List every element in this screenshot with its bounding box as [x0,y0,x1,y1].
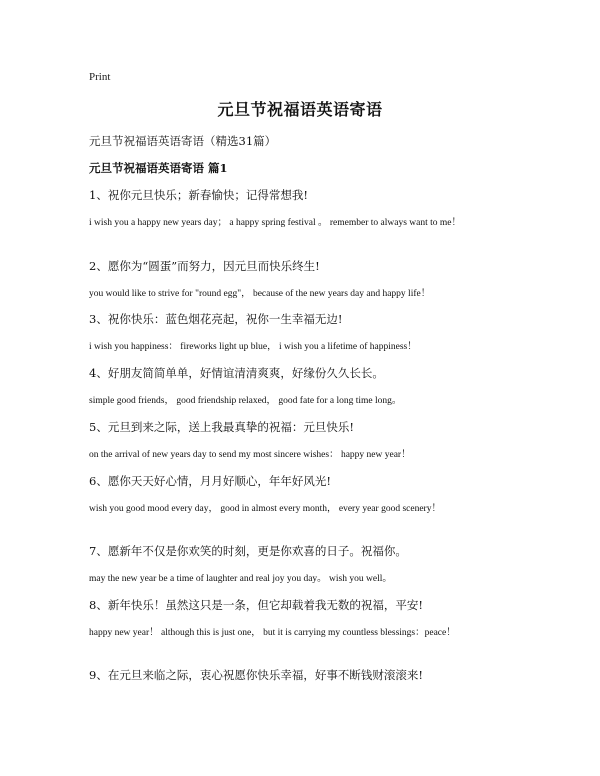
page-title: 元旦节祝福语英语寄语 [217,100,383,119]
entry-1-chinese: 1、祝你元旦快乐；新春愉快；记得常想我! [89,188,308,202]
entry-4-english: simple good friends， good friendship relaxed， good fate for a long time long。 [89,396,402,406]
entry-1-english: i wish you a happy new years day； a happy spring festival 。 remember to always want to me！ [89,218,461,228]
entry-3-english: i wish you happiness： fireworks light up blue， i wish you a lifetime of happiness！ [89,342,417,352]
entry-7-chinese: 7、愿新年不仅是你欢笑的时刻，更是你欢喜的日子。祝福你。 [89,544,407,558]
entry-5-english: on the arrival of new years day to send my most sincere wishes： happy new year！ [89,450,411,460]
entry-8-english: happy new year！ although this is just one， but it is carrying my countless blessings：peace！ [89,628,456,638]
entry-5-chinese: 5、元旦到来之际，送上我最真挚的祝福：元旦快乐! [89,420,354,434]
entry-6-english: wish you good mood every day， good in almost every month， every year good scenery！ [89,504,441,514]
entry-8-chinese: 8、新年快乐！虽然这只是一条，但它却载着我无数的祝福，平安! [89,598,423,612]
entry-7-english: may the new year be a time of laughter and real joy you day。 wish you well。 [89,574,392,584]
print-link[interactable]: Print [89,71,111,83]
entry-6-chinese: 6、愿你天天好心情，月月好顺心，年年好风光! [89,474,331,488]
entry-9-chinese: 9、在元旦来临之际，衷心祝愿你快乐幸福，好事不断钱财滚滚来! [89,668,423,682]
document-subtitle: 元旦节祝福语英语寄语（精选31篇） [89,134,277,148]
entry-2-chinese: 2、愿你为“圆蛋”而努力，因元旦而快乐终生! [89,259,320,273]
entry-2-english: you would like to strive for "round egg"， because of the new years day and happy life！ [89,289,431,299]
section-heading: 元旦节祝福语英语寄语 篇1 [89,161,228,175]
entry-4-chinese: 4、好朋友简简单单，好情谊清清爽爽，好缘份久久长长。 [89,366,384,380]
entry-3-chinese: 3、祝你快乐：蓝色烟花亮起，祝你一生幸福无边! [89,312,343,326]
